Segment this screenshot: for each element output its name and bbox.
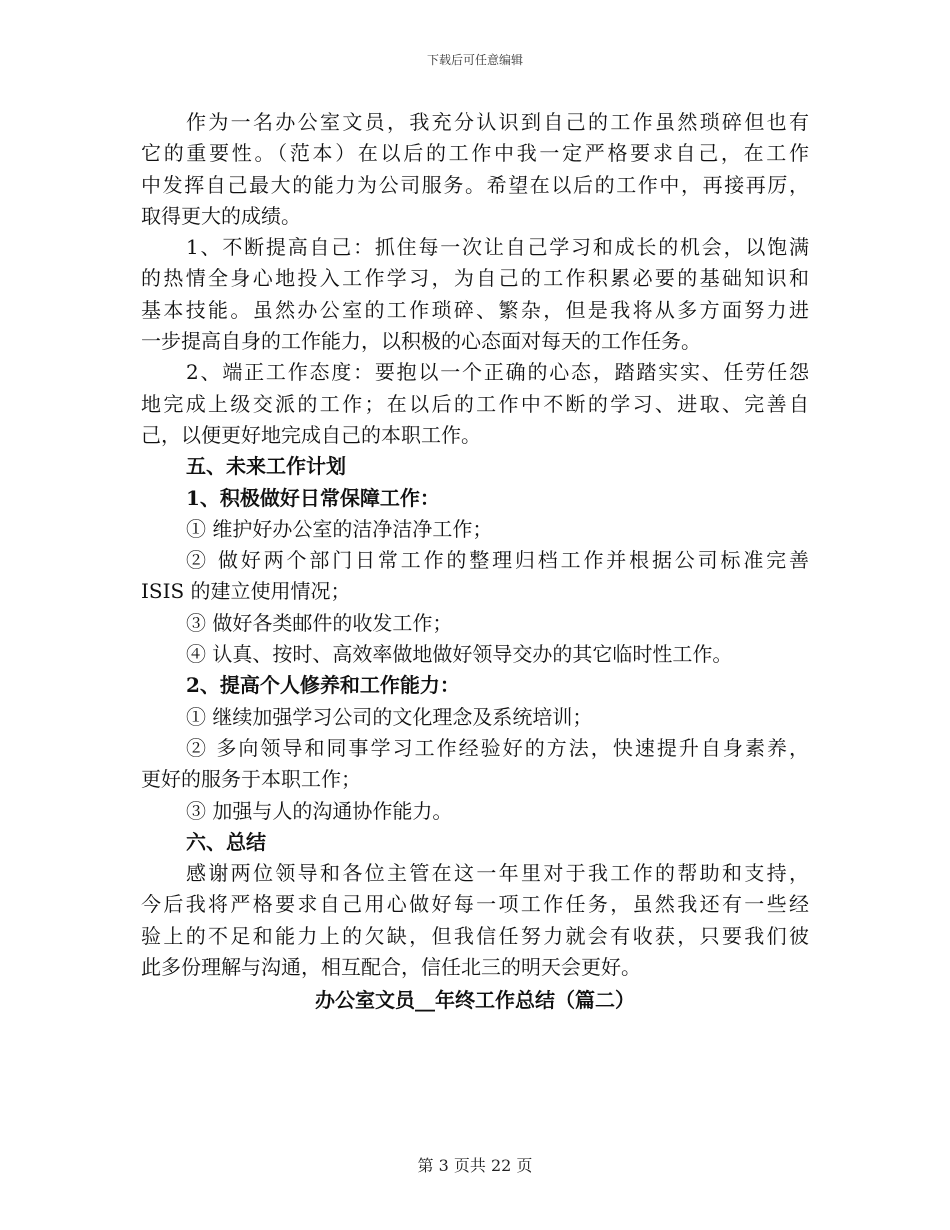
list-item: ① 维护好办公室的洁净洁净工作； [186,516,493,541]
body-line: 基本技能。虽然办公室的工作琐碎、繁杂，但是我将从多方面努力进 [141,297,809,322]
body-line: 作为一名办公室文员，我充分认识到自己的工作虽然琐碎但也有 [186,110,809,134]
body-line: 验上的不足和能力上的欠缺，但我信任努力就会有收获，只要我们彼 [141,923,809,948]
document-title: 办公室文员__年终工作总结（篇二） [315,988,635,1013]
body-line: 它的重要性。（范本）在以后的工作中我一定严格要求自己，在工作 [141,141,809,166]
list-item: ② 多向领导和同事学习工作经验好的方法，快速提升自身素养， [186,735,809,760]
subsection-heading: 1、积极做好日常保障工作： [186,485,440,510]
section-heading: 五、未来工作计划 [186,454,346,479]
body-line: 己，以便更好地完成自己的本职工作。 [141,422,481,447]
body-line: 的热情全身心地投入工作学习，为自己的工作积累必要的基础知识和 [141,266,809,291]
list-item: ③ 加强与人的沟通协作能力。 [186,798,453,823]
body-line: 一步提高自身的工作能力，以积极的心态面对每天的工作任务。 [141,329,701,354]
page-footer: 第 3 页共 22 页 [417,1156,533,1175]
subsection-heading: 2、提高个人修养和工作能力： [186,673,460,698]
list-item: ② 做好两个部门日常工作的整理归档工作并根据公司标准完善 [186,548,809,573]
body-line: 2、端正工作态度：要抱以一个正确的心态，踏踏实实、任劳任怨 [186,360,809,385]
body-line: 1、不断提高自己：抓住每一次让自己学习和成长的机会，以饱满 [186,235,809,260]
page-header: 下载后可任意编辑 [426,53,523,67]
body-line: 今后我将严格要求自己用心做好每一项工作任务，虽然我还有一些经 [141,892,809,917]
body-line: 取得更大的成绩。 [141,203,301,228]
body-line: 地完成上级交派的工作；在以后的工作中不断的学习、进取、完善自 [141,391,809,416]
list-item: ① 继续加强学习公司的文化理念及系统培训； [186,704,593,729]
section-heading: 六、总结 [186,829,266,854]
body-line: 此多份理解与沟通，相互配合，信任北三的明天会更好。 [141,955,641,980]
document-body [141,107,809,1017]
list-item: ④ 认真、按时、高效率做地做好领导交办的其它临时性工作。 [186,642,733,667]
list-item-continuation: ISIS 的建立使用情况； [141,579,351,604]
list-item: ③ 做好各类邮件的收发工作； [186,610,453,635]
body-line: 中发挥自己最大的能力为公司服务。希望在以后的工作中，再接再厉， [141,172,809,197]
body-line: 感谢两位领导和各位主管在这一年里对于我工作的帮助和支持， [186,861,809,886]
list-item-continuation: 更好的服务于本职工作； [141,767,361,792]
